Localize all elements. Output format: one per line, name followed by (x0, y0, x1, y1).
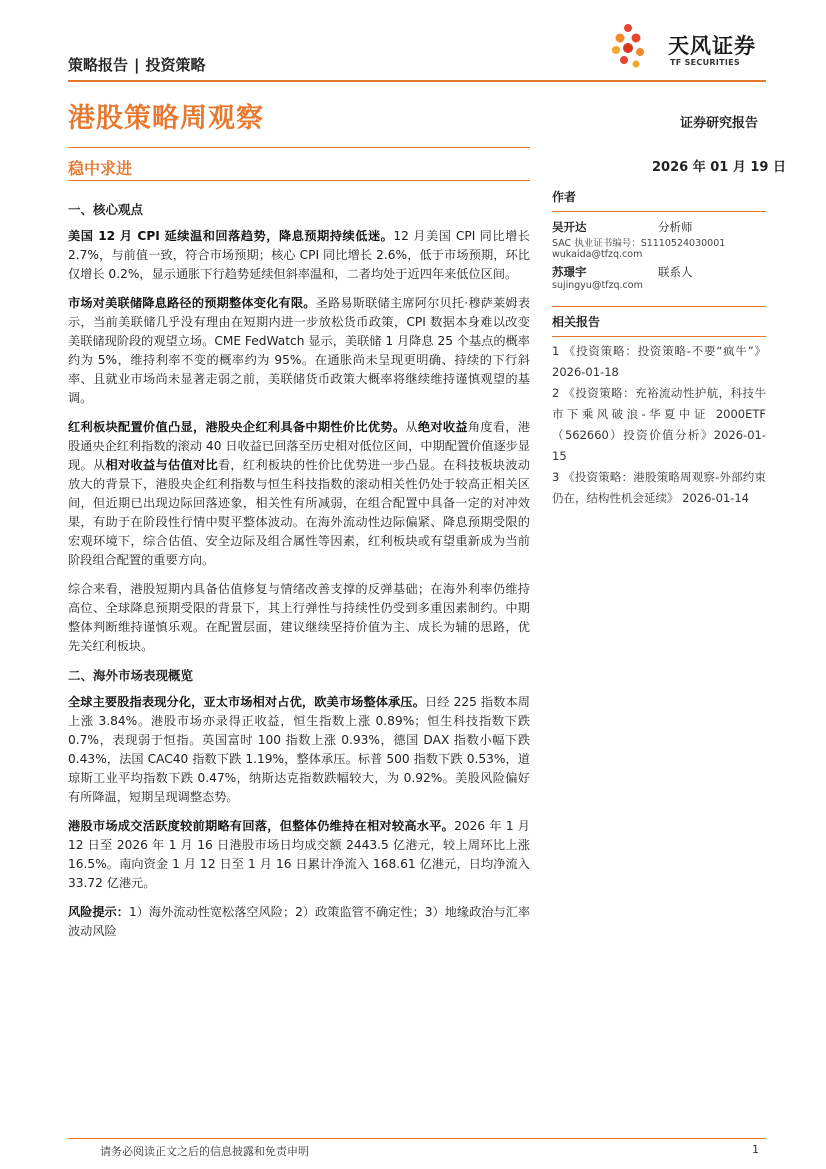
related-report-item[interactable]: 1 《投资策略：投资策略-不要“疯牛”》 2026-01-18 (552, 344, 766, 379)
section-heading: 一、核心观点 (68, 202, 144, 217)
author-role: 分析师 (658, 220, 693, 234)
section-heading: 二、海外市场表现概览 (68, 668, 194, 683)
paragraph-text: 1）海外流动性宽松落空风险；2）政策监管不确定性；3）地缘政治与汇率波动风险 (68, 905, 531, 938)
paragraph-text: 从 (405, 420, 418, 434)
sidebar-divider (552, 306, 766, 307)
page-number: 1 (752, 1143, 759, 1156)
subcategory-label: 投资策略 (145, 56, 206, 74)
footer-divider (68, 1138, 766, 1139)
paragraph-text: 圣路易斯联储主席阿尔贝托·穆萨莱姆表示，当前美联储几乎没有理由在短期内进一步放松货币政策，CPI 数据本身难以改变美联储现阶段的观望立场。CME FedWatch 显示，美联储 1 月降息 25 个基点的概率约为 5%，维持利率不变的概率约为 95%。在通胀尚未呈现更明确、持续的下行斜率、且就业市场尚未显著走弱之前，美联储货币政策大概率将继续维持谨慎观望的基调。 (68, 296, 531, 405)
paragraph-lead: 风险提示： (68, 905, 129, 919)
report-category (68, 54, 206, 75)
authors-section (552, 188, 766, 291)
category-label: 策略报告 (68, 56, 129, 74)
paragraph (68, 580, 530, 656)
author-card (552, 264, 766, 291)
related-report-item[interactable]: 3 《投资策略：港股策略周观察-外部约束仍在，结构性机会延续》 2026-01-14 (552, 470, 766, 505)
header-divider (68, 80, 766, 82)
paragraph-lead: 美国 12 月 CPI 延续温和回落趋势，降息预期持续低迷。 (68, 229, 394, 243)
logo-dot (612, 46, 620, 54)
paragraph-text: 角度看，港股通央企红利指数的滚动 40 日收益已回落至历史相对低位区间，中期配置价值逐步显现。从 (68, 420, 531, 472)
author-name: 吴开达 (552, 220, 587, 234)
paragraph-emphasis: 相对收益与估值对比 (105, 458, 218, 472)
related-report-item[interactable]: 2 《投资策略：充裕流动性护航，科技牛市下乘风破浪-华夏中证 2000ETF（562660）投资价值分析》2026-01-15 (552, 386, 766, 463)
logo-dot (623, 43, 633, 53)
risk-warning (68, 903, 530, 941)
paragraph-text: 12 月美国 CPI 同比增长 2.7%，与前值一致，符合市场预期；核心 CPI 同比增长 2.6%，低于市场预期，环比仅增长 0.2%，显示通胀下行趋势延续但斜率温和，二者均处于近四年来低位区间。 (68, 229, 531, 281)
logo-dot (633, 61, 640, 68)
logo-dot (616, 34, 625, 43)
author-email[interactable]: wukaida@tfzq.com (552, 249, 643, 260)
author-card (552, 219, 766, 260)
paragraph (68, 418, 530, 570)
paragraph (68, 693, 530, 807)
report-date: 2026 年 01 月 19 日 (652, 160, 786, 175)
sidebar-divider (552, 211, 766, 212)
author-email[interactable]: sujingyu@tfzq.com (552, 280, 643, 291)
report-type: 证券研究报告 (680, 116, 759, 131)
footer-disclaimer: 请务必阅读正文之后的信息披露和免责申明 (100, 1145, 309, 1158)
authors-heading: 作者 (552, 190, 577, 204)
logo-dot (624, 24, 632, 32)
logo-dot (636, 48, 644, 56)
page-title: 港股策略周观察 (68, 103, 264, 134)
paragraph-lead: 市场对美联储降息路径的预期整体变化有限。 (68, 296, 316, 310)
sidebar-divider (552, 336, 766, 337)
paragraph-text: 看，红利板块的性价比优势进一步凸显。在科技板块波动放大的背景下，港股央企红利指数与恒生科技指数的滚动相关性仍处于较高正相关区间，但近期已出现边际回落迹象，相关性有所减弱，在组合配置中具备一定的对冲效果，有助于在阶段性行情中熨平整体波动。在海外流动性边际偏紧、降息预期受限的宏观环境下，综合估值、安全边际及组合属性等因素，红利板块或有望重新成为当前阶段组合配置的重要方向。 (68, 458, 530, 567)
paragraph-lead: 港股市场成交活跃度较前期略有回落，但整体仍维持在相对较高水平。 (68, 819, 455, 833)
logo-name: 天风证券 (668, 34, 756, 58)
paragraph-text: 综合来看，港股短期内具备估值修复与情绪改善支撑的反弹基础；在海外利率仍维持高位、全球降息预期受限的背景下，其上行弹性与持续性仍受到多重因素制约。中期整体判断维持谨慎乐观。在配置层面，建议继续坚持价值为主、成长为辅的思路，优先关红利板块。 (68, 582, 530, 653)
paragraph-lead: 全球主要股指表现分化，亚太市场相对占优，欧美市场整体承压。 (68, 695, 425, 709)
paragraph-text: 日经 225 指数本周上涨 3.84%。港股市场亦录得正收益，恒生指数上涨 0.89%；恒生科技指数下跌 0.7%，表现弱于恒指。英国富时 100 指数上涨 0.93%，德国 DAX 指数小幅下跌 0.43%，法国 CAC40 指数下跌 1.19%，整体承压。标普 500 指数下跌 0.53%，道琼斯工业平均指数下跌 0.47%，纳斯达克指数跌幅较大，为 0.92%。美股风险偏好有所降温，短期呈现调整态势。 (68, 695, 530, 804)
author-role: 联系人 (658, 265, 693, 279)
author-cert: SAC 执业证书编号：S1110524030001 (552, 238, 726, 249)
logo-dot (620, 56, 628, 64)
author-name: 苏璟宇 (552, 265, 587, 279)
category-separator: | (134, 56, 140, 74)
paragraph (68, 227, 530, 284)
related-reports-section (552, 306, 766, 509)
logo-dot (632, 34, 641, 43)
paragraph (68, 294, 530, 408)
paragraph (68, 817, 530, 893)
main-content (68, 200, 530, 951)
subtitle-divider (68, 180, 530, 181)
related-heading: 相关报告 (552, 315, 601, 329)
paragraph-text: 2026 年 1 月 12 日至 2026 年 1 月 16 日港股市场日均成交额 2443.5 亿港元，较上周环比上涨 16.5%。南向资金 1 月 12 日至 1 月 16 日累计净流入 168.61 亿港元，日均净流入 33.72 亿港元。 (68, 819, 530, 890)
report-subtitle: 稳中求进 (68, 159, 133, 178)
paragraph-emphasis: 绝对收益 (417, 420, 468, 434)
title-divider (68, 147, 530, 148)
paragraph-lead: 红利板块配置价值凸显，港股央企红利具备中期性价比优势。 (68, 420, 406, 434)
logo-subtitle: TF SECURITIES (670, 58, 740, 67)
